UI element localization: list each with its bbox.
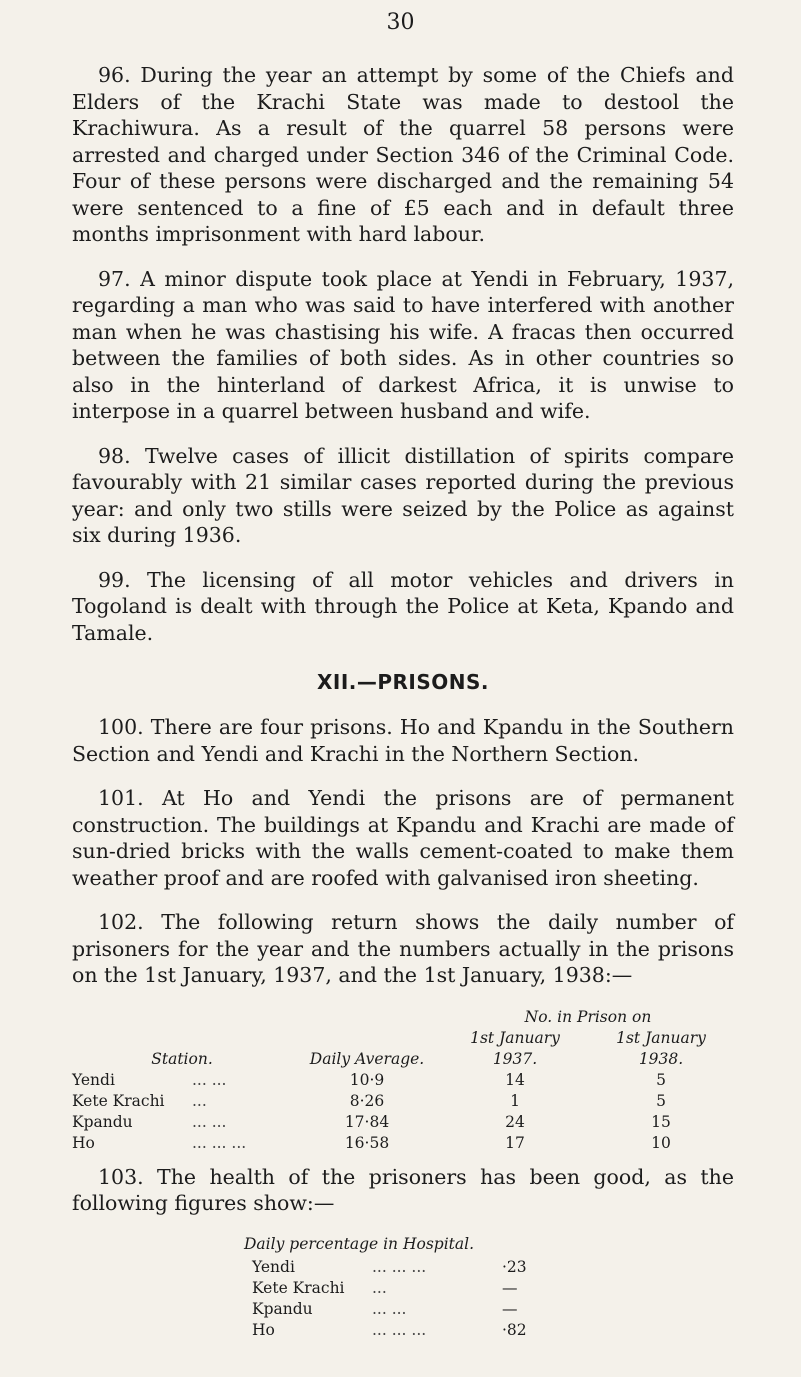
cell-1938: 15 [651, 1112, 671, 1131]
cell-1937: 24 [505, 1112, 525, 1131]
table-group-header-row [72, 1007, 734, 1028]
cell-1938: 5 [656, 1070, 666, 1089]
paragraph-100: 100. There are four prisons. Ho and Kpandu in the Southern Section and Yendi and Krachi in the Northern Section. [72, 715, 734, 766]
table-row [72, 1091, 734, 1112]
header-daily-average: Daily Average. [309, 1049, 425, 1068]
cell-daily-average: 17·84 [344, 1112, 390, 1131]
cell-leader-dots: ... ... ... [372, 1320, 427, 1339]
cell-1937: 1 [510, 1091, 520, 1110]
cell-1938: 5 [656, 1091, 666, 1110]
paragraph-103: 103. The health of the prisoners has been good, as the following figures show:— [72, 1164, 734, 1215]
hospital-percentage-table [252, 1257, 562, 1341]
table-row [252, 1299, 562, 1320]
group-header: No. in Prison on [524, 1007, 652, 1026]
paragraph-99: 99. The licensing of all motor vehicles and drivers in Togoland is dealt with through the Police at Keta, Kpando and Tamale. [72, 567, 734, 645]
cell-daily-average: 16·58 [344, 1133, 390, 1152]
header-jan-1938: 1st January [616, 1028, 706, 1047]
table-row [72, 1133, 734, 1154]
table-header-row [72, 1028, 734, 1049]
cell-leader-dots: ... ... [192, 1112, 227, 1131]
cell-station: Kete Krachi [72, 1091, 165, 1110]
paragraph-101: 101. At Ho and Yendi the prisons are of permanent construction. The buildings at Kpandu and Krachi are made of sun-dried bricks with the walls cement-coated to make them weather proof and are roofed with galvanised iron sheeting. [72, 786, 734, 890]
table-row [72, 1112, 734, 1133]
cell-station: Ho [72, 1133, 95, 1152]
cell-leader-dots: ... ... [192, 1070, 227, 1089]
hospital-table-heading: Daily percentage in Hospital. [244, 1234, 475, 1253]
cell-leader-dots: ... ... ... [192, 1133, 247, 1152]
paragraph-98: 98. Twelve cases of illicit distillation of spirits compare favourably with 21 similar cases reported during the previous year: and only two stills were seized by the Police as against six during 1936. [72, 443, 734, 547]
cell-percentage: — [502, 1278, 518, 1297]
section-heading-prisons: XII.—PRISONS. [316, 670, 490, 694]
cell-leader-dots: ... ... [372, 1299, 407, 1318]
cell-station: Kete Krachi [252, 1278, 345, 1297]
cell-station: Yendi [252, 1257, 295, 1276]
header-year-1937: 1937. [492, 1049, 538, 1068]
document-body [72, 62, 734, 1341]
table-row [252, 1257, 562, 1278]
cell-1938: 10 [651, 1133, 671, 1152]
page-number: 30 [386, 10, 415, 35]
header-jan-1937: 1st January [470, 1028, 560, 1047]
cell-percentage: — [502, 1299, 518, 1318]
cell-daily-average: 10·9 [349, 1070, 385, 1089]
header-year-1938: 1938. [638, 1049, 684, 1068]
cell-daily-average: 8·26 [349, 1091, 385, 1110]
table-row [72, 1070, 734, 1091]
paragraph-97: 97. A minor dispute took place at Yendi in February, 1937, regarding a man who was said to have interfered with another man when he was chastising his wife. A fracas then occurred between the families of both sides. As in other countries so also in the hinterland of darkest Africa, it is unwise to interpose in a quarrel between husband and wife. [72, 266, 734, 423]
cell-station: Ho [252, 1320, 275, 1339]
cell-1937: 14 [505, 1070, 525, 1089]
table-header-row-2 [72, 1049, 734, 1070]
paragraph-102: 102. The following return shows the daily number of prisoners for the year and the numbers actually in the prisons on the 1st January, 1937, and the 1st January, 1938:— [72, 910, 734, 987]
cell-station: Yendi [72, 1070, 115, 1089]
paragraph-96: 96. During the year an attempt by some of the Chiefs and Elders of the Krachi State was made to destool the Krachiwura. As a result of the quarrel 58 persons were arrested and charged under Section 346 of the Criminal Code. Four of these persons were discharged and the remaining 54 were sentenced to a fine of £5 each and in default three months imprisonment with hard labour. [72, 63, 734, 246]
cell-leader-dots: ... ... ... [372, 1257, 427, 1276]
prison-population-table [72, 1007, 734, 1154]
cell-1937: 17 [505, 1133, 525, 1152]
cell-leader-dots: ... [192, 1091, 207, 1110]
table-row [252, 1320, 562, 1341]
cell-percentage: ·23 [502, 1257, 527, 1276]
cell-station: Kpandu [252, 1299, 313, 1318]
cell-station: Kpandu [72, 1112, 133, 1131]
cell-leader-dots: ... [372, 1278, 387, 1297]
cell-percentage: ·82 [502, 1320, 527, 1339]
table-row [252, 1278, 562, 1299]
header-station: Station. [151, 1049, 213, 1068]
